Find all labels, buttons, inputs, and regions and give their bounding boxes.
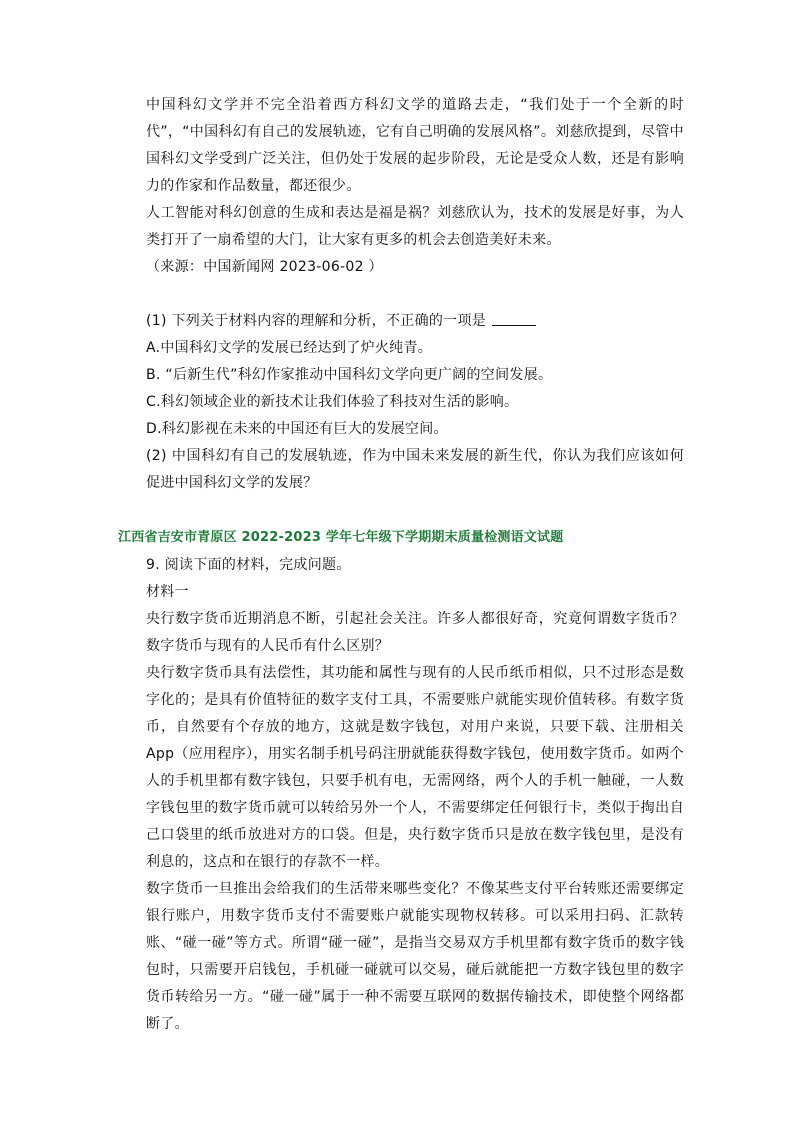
question-9: 9. 阅读下面的材料，完成问题。 bbox=[146, 557, 351, 573]
article-source: （来源：中国新闻网 2023-06-02 ） bbox=[146, 259, 383, 275]
article-paragraph-1: 中国科幻文学并不完全沿着西方科幻文学的道路去走，“我们处于一个全新的时代”，“中国科幻有自己的发展轨迹，它有自己明确的发展风格”。刘慈欣提到，尽管中国科幻文学受到广泛关注，但仍处于发展的起步阶段，无论是受众人数，还是有影响力的作家和作品数量，都还很少。 bbox=[146, 97, 684, 194]
answer-blank bbox=[492, 311, 536, 326]
article-bottom bbox=[146, 552, 684, 1038]
option-c: C.科幻领域企业的新技术让我们体验了科技对生活的影响。 bbox=[146, 394, 519, 410]
section-title: 江西省吉安市青原区 2022-2023 学年七年级下学期期末质量检测语文试题 bbox=[118, 530, 564, 545]
material-label: 材料一 bbox=[146, 584, 189, 600]
article-top bbox=[146, 92, 684, 281]
article-paragraph-2: 人工智能对科幻创意的生成和表达是福是祸？刘慈欣认为，技术的发展是好事，为人类打开了一扇希望的大门，让大家有更多的机会去创造美好未来。 bbox=[146, 205, 684, 248]
question-1-stem bbox=[146, 308, 684, 335]
option-a: A.中国科幻文学的发展已经达到了炉火纯青。 bbox=[146, 340, 433, 356]
option-d: D.科幻影视在未来的中国还有巨大的发展空间。 bbox=[146, 421, 448, 437]
questions-block bbox=[146, 308, 684, 497]
question-1-text: (1) 下列关于材料内容的理解和分析，不正确的一项是 bbox=[146, 313, 487, 329]
material-paragraph-1: 央行数字货币近期消息不断，引起社会关注。许多人都很好奇，究竟何谓数字货币？数字货币与现有的人民币有什么区别？ bbox=[146, 611, 684, 654]
question-2: (2) 中国科幻有自己的发展轨迹，作为中国未来发展的新生代，你认为我们应该如何促进中国科幻文学的发展？ bbox=[146, 448, 684, 491]
material-paragraph-3: 数字货币一旦推出会给我们的生活带来哪些变化？不像某些支付平台转账还需要绑定银行账户，用数字货币支付不需要账户就能实现物权转移。可以采用扫码、汇款转账、“碰一碰”等方式。所谓“碰一碰”，是指当交易双方手机里都有数字货币的数字钱包时，只需要开启钱包，手机碰一碰就可以交易，碰后就能把一方数字钱包里的数字货币转给另一方。“碰一碰”属于一种不需要互联网的数据传输技术，即使整个网络都断了。 bbox=[146, 881, 684, 1032]
material-paragraph-2: 央行数字货币具有法偿性，其功能和属性与现有的人民币纸币相似，只不过形态是数字化的；是具有价值特征的数字支付工具，不需要账户就能实现价值转移。有数字货币，自然要有个存放的地方，这就是数字钱包，对用户来说，只要下载、注册相关 App（应用程序），用实名制手机号码注册就能获得数字钱包，使用数字货币。如两个人的手机里都有数字钱包，只要手机有电，无需网络，两个人的手机一触碰，一人数字钱包里的数字货币就可以转给另外一个人，不需要绑定任何银行卡，类似于掏出自己口袋里的纸币放进对方的口袋。但是，央行数字货币只是放在数字钱包里，是没有利息的，这点和在银行的存款不一样。 bbox=[146, 665, 684, 870]
option-b: B. “后新生代”科幻作家推动中国科幻文学向更广阔的空间发展。 bbox=[146, 367, 553, 383]
